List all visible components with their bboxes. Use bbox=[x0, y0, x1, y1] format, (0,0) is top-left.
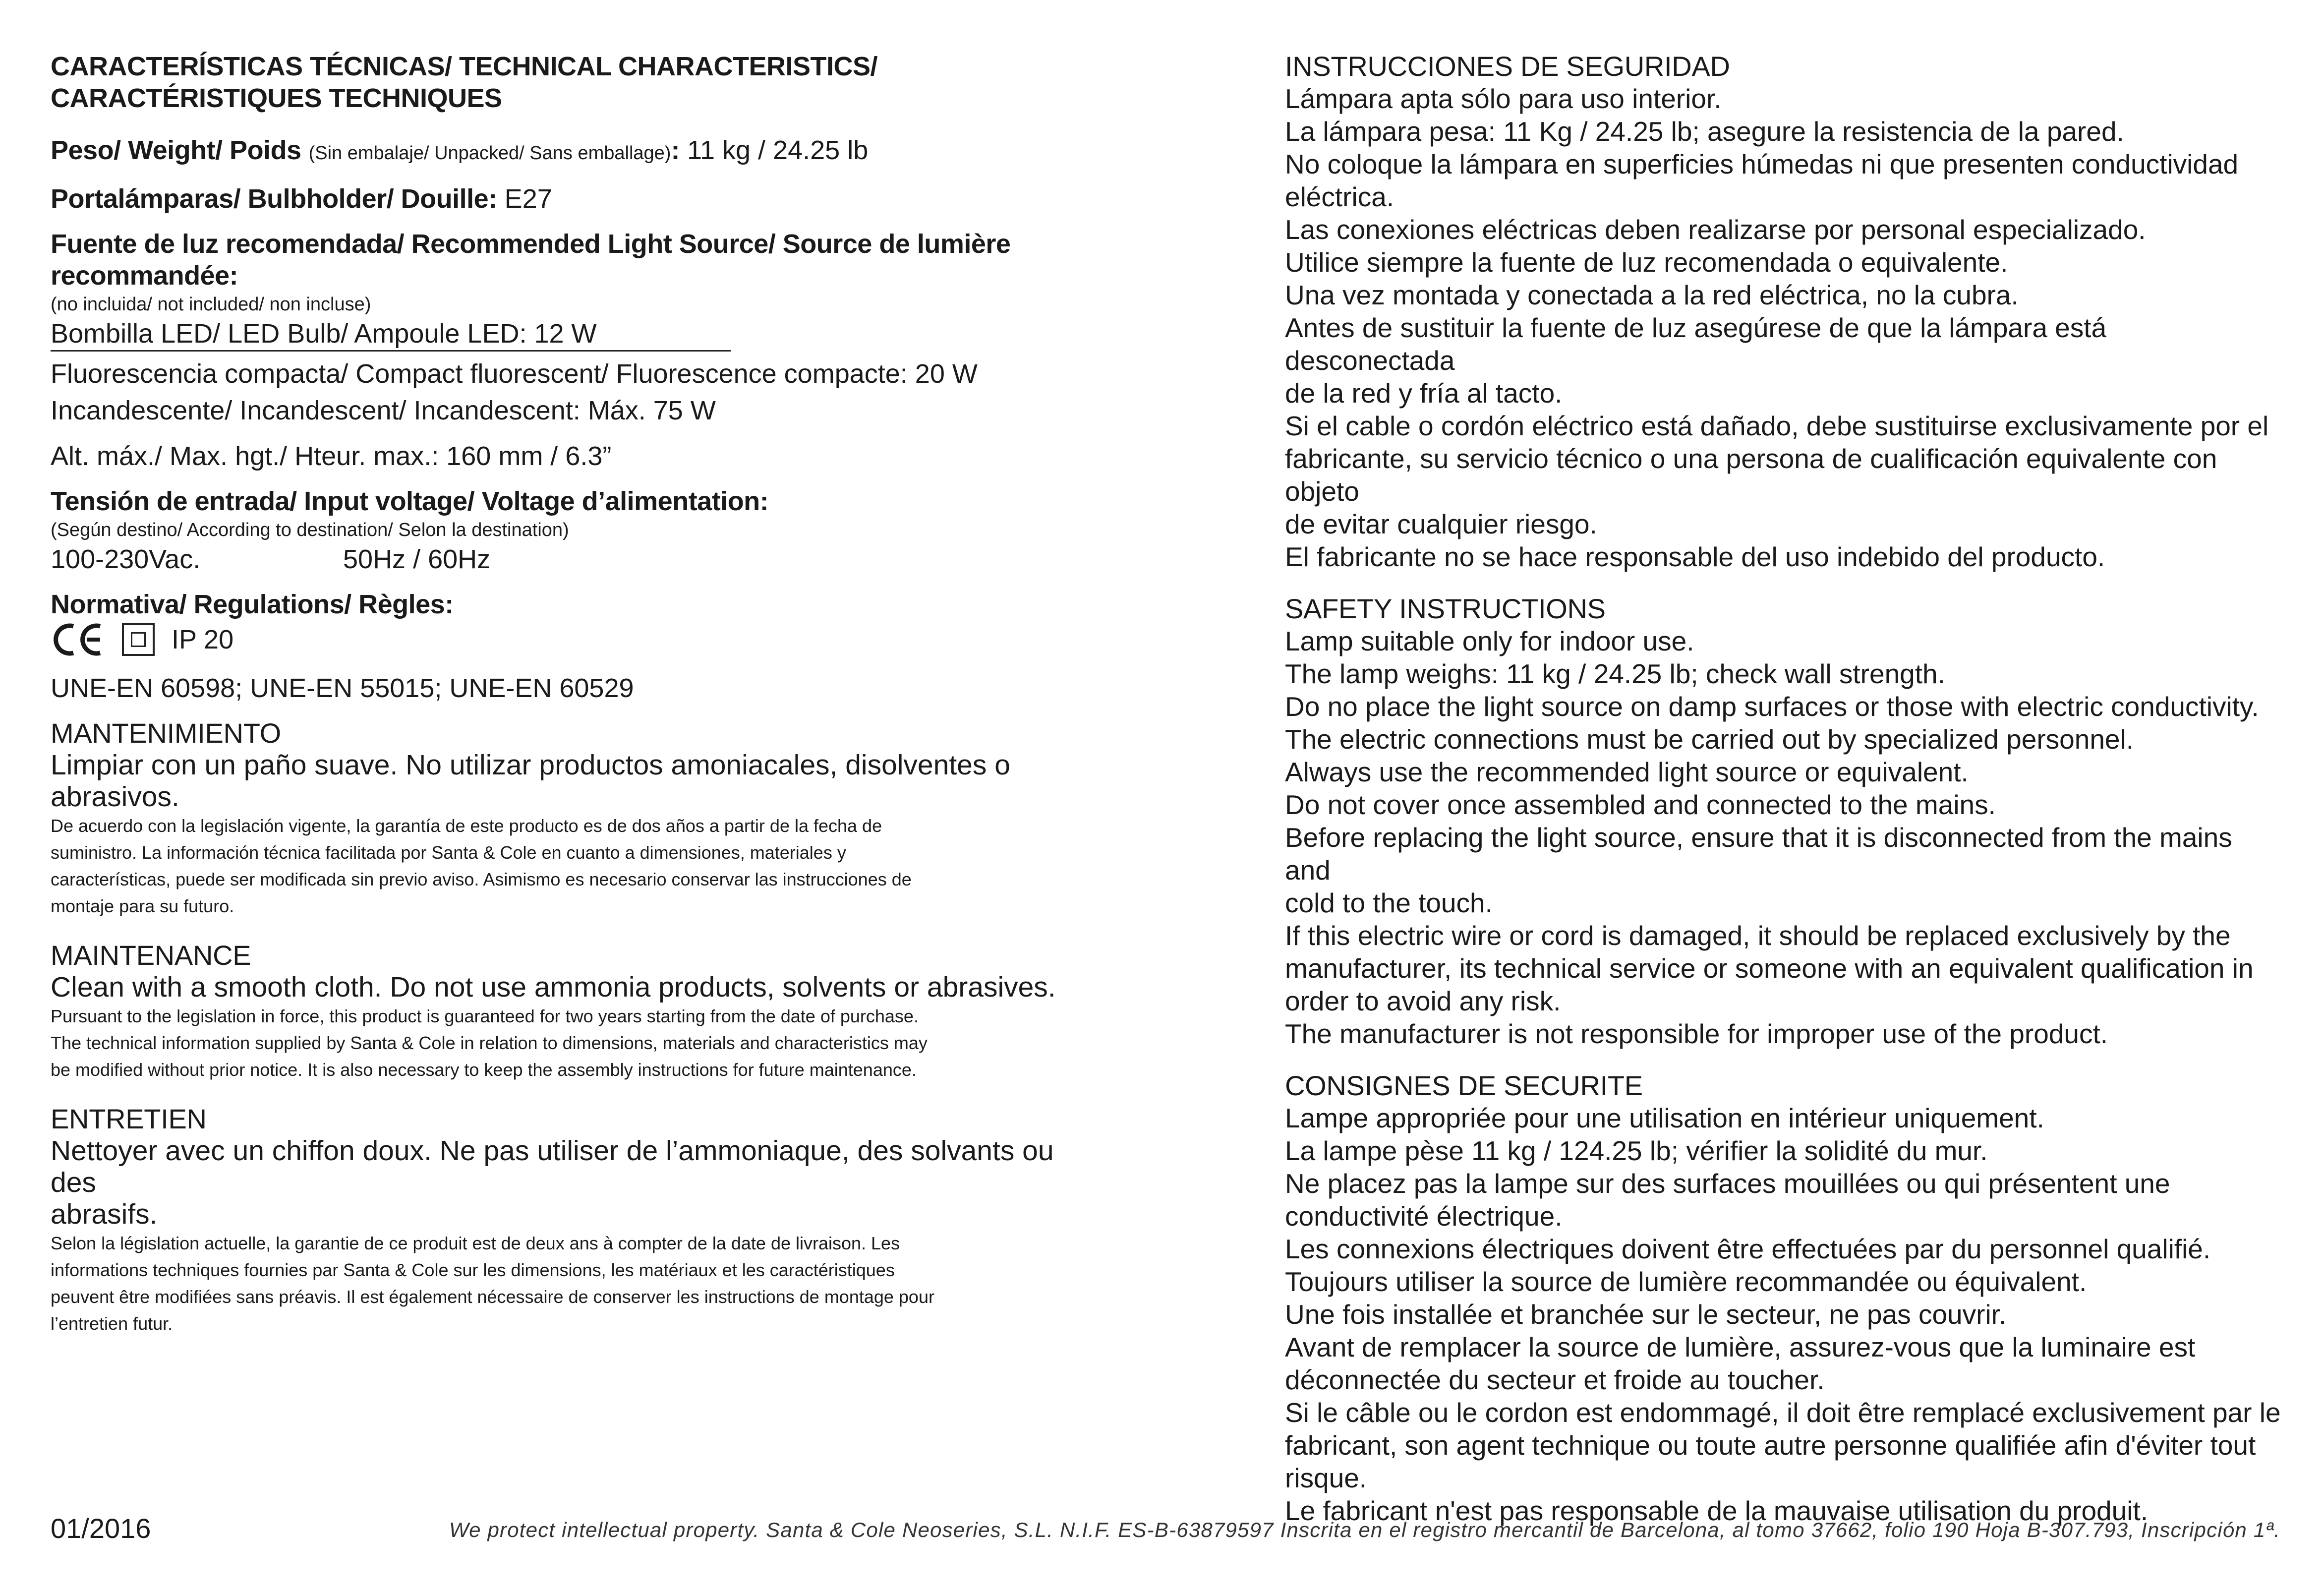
fr-line: Le fabricant n'est pas responsable de la mauvaise utilisation du produit. bbox=[1285, 1495, 2149, 1526]
fr-line: risque. bbox=[1285, 1463, 1367, 1493]
ce-mark-icon bbox=[51, 621, 105, 658]
fr-safety-lines bbox=[1285, 1102, 2281, 1527]
safety-column bbox=[1285, 51, 2281, 1527]
en-line: order to avoid any risk. bbox=[1285, 986, 1561, 1016]
light-note: (no incluida/ not included/ non incluse) bbox=[51, 294, 371, 315]
en-line: The manufacturer is not responsible for improper use of the product. bbox=[1285, 1018, 2108, 1049]
es-line: fabricante, su servicio técnico o una persona de cualificación equivalente con objeto bbox=[1285, 443, 2217, 507]
holder-value: E27 bbox=[497, 184, 552, 214]
weight-colon: : bbox=[671, 135, 680, 165]
es-line: Antes de sustituir la fuente de luz asegúrese de que la lámpara está desconectada bbox=[1285, 312, 2107, 376]
entretien-small-3: peuvent être modifiées sans préavis. Il est également nécessaire de conserver les instructions de montage pour bbox=[51, 1287, 934, 1307]
double-insulation-icon bbox=[122, 623, 155, 656]
cfl-spec: Fluorescencia compacta/ Compact fluorescent/ Fluorescence compacte: 20 W bbox=[51, 359, 978, 389]
maintenance-small-3: be modified without prior notice. It is also necessary to keep the assembly instructions for future maintenance. bbox=[51, 1060, 917, 1080]
en-line: If this electric wire or cord is damaged, it should be replaced exclusively by the bbox=[1285, 920, 2231, 951]
en-safety-lines bbox=[1285, 625, 2281, 1050]
led-row bbox=[51, 317, 1067, 352]
fr-line: déconnectée du secteur et froide au toucher. bbox=[1285, 1364, 1825, 1395]
es-line: El fabricante no se hace responsable del uso indebido del producto. bbox=[1285, 541, 2105, 572]
voltage-note: (Según destino/ According to destination/ Selon la destination) bbox=[51, 520, 569, 540]
mantenimiento-title: MANTENIMIENTO bbox=[51, 717, 281, 749]
entretien-title: ENTRETIEN bbox=[51, 1103, 207, 1134]
en-safety-title: SAFETY INSTRUCTIONS bbox=[1285, 593, 1606, 624]
entretien-small-2: informations techniques fournies par Santa & Cole sur les dimensions, les matériaux et les caractéristiques bbox=[51, 1260, 895, 1280]
footer-legal-notice: We protect intellectual property. Santa & Cole Neoseries, S.L. N.I.F. ES-B-63879597 Inscrita en el registro mercantil de Barcelona, al tomo 37662, folio 190 Hoja B-307.793, Inscripción 1ª. bbox=[449, 1518, 2280, 1541]
ip-rating: IP 20 bbox=[172, 625, 234, 654]
fr-line: Lampe appropriée pour une utilisation en intérieur uniquement. bbox=[1285, 1103, 2044, 1133]
es-line: Lámpara apta sólo para uso interior. bbox=[1285, 83, 1722, 114]
voltage-title: Tensión de entrada/ Input voltage/ Voltage d’alimentation: bbox=[51, 486, 769, 516]
en-line: Do not cover once assembled and connected to the mains. bbox=[1285, 789, 1996, 820]
frequency-value: 50Hz / 60Hz bbox=[343, 544, 491, 574]
entretien-small-1: Selon la législation actuelle, la garantie de ce produit est de deux ans à compter de la date de livraison. Les bbox=[51, 1233, 900, 1253]
mantenimiento-small-2: suministro. La información técnica facilitada por Santa & Cole en cuanto a dimensiones, materiales y bbox=[51, 842, 846, 863]
en-line: The lamp weighs: 11 kg / 24.25 lb; check wall strength. bbox=[1285, 658, 1945, 689]
tech-title-line-1: CARACTERÍSTICAS TÉCNICAS/ TECHNICAL CHARACTERISTICS/ bbox=[51, 52, 878, 81]
es-line: de evitar cualquier riesgo. bbox=[1285, 509, 1597, 539]
incandescent-spec: Incandescente/ Incandescent/ Incandescent: Máx. 75 W bbox=[51, 396, 716, 425]
fr-line: Avant de remplacer la source de lumière, assurez-vous que la luminaire est bbox=[1285, 1332, 2196, 1362]
es-line: Las conexiones eléctricas deben realizarse por personal especializado. bbox=[1285, 214, 2146, 245]
es-line: de la red y fría al tacto. bbox=[1285, 378, 1563, 409]
es-line: Una vez montada y conectada a la red eléctrica, no la cubra. bbox=[1285, 280, 2019, 310]
fr-line: Toujours utiliser la source de lumière recommandée ou équivalent. bbox=[1285, 1266, 2087, 1297]
technical-column bbox=[51, 51, 1067, 1337]
fr-line: fabricant, son agent technique ou toute autre personne qualifiée afin d'éviter tout bbox=[1285, 1430, 2256, 1461]
mantenimiento-small-1: De acuerdo con la legislación vigente, la garantía de este producto es de dos años a partir de la fecha de bbox=[51, 816, 882, 836]
en-line: Do no place the light source on damp surfaces or those with electric conductivity. bbox=[1285, 691, 2259, 722]
mantenimiento-small-4: montaje para su futuro. bbox=[51, 896, 234, 916]
es-line: La lámpara pesa: 11 Kg / 24.25 lb; asegure la resistencia de la pared. bbox=[1285, 116, 2124, 147]
maintenance-small-1: Pursuant to the legislation in force, this product is guaranteed for two years starting from the date of purchase. bbox=[51, 1006, 919, 1026]
es-line: Si el cable o cordón eléctrico está dañado, debe sustituirse exclusivamente por el bbox=[1285, 411, 2269, 441]
light-title-line-2: recommandée: bbox=[51, 261, 238, 291]
en-line: Before replacing the light source, ensure that it is disconnected from the mains and bbox=[1285, 822, 2232, 886]
weight-note: (Sin embalaje/ Unpacked/ Sans emballage) bbox=[308, 143, 671, 164]
es-line: Utilice siempre la fuente de luz recomendada o equivalente. bbox=[1285, 247, 2008, 278]
en-line: manufacturer, its technical service or someone with an equivalent qualification in bbox=[1285, 953, 2254, 984]
mantenimiento-small-3: características, puede ser modificada sin previo aviso. Asimismo es necesario conservar las instrucciones de bbox=[51, 869, 912, 889]
entretien-line-1: Nettoyer avec un chiffon doux. Ne pas utiliser de l’ammoniaque, des solvants ou des bbox=[51, 1135, 1054, 1198]
fr-line: Si le câble ou le cordon est endommagé, il doit être remplacé exclusivement par le bbox=[1285, 1397, 2281, 1428]
entretien-small-4: l’entretien futur. bbox=[51, 1313, 173, 1334]
en-line: The electric connections must be carried out by specialized personnel. bbox=[1285, 724, 2134, 755]
regulations-title: Normativa/ Regulations/ Règles: bbox=[51, 590, 454, 619]
standards-list: UNE-EN 60598; UNE-EN 55015; UNE-EN 60529 bbox=[51, 673, 634, 703]
holder-label: Portalámparas/ Bulbholder/ Douille: bbox=[51, 184, 497, 214]
maintenance-title: MAINTENANCE bbox=[51, 940, 251, 971]
fr-safety-title: CONSIGNES DE SECURITE bbox=[1285, 1070, 1643, 1101]
maintenance-small-2: The technical information supplied by Santa & Cole in relation to dimensions, materials and characteristics may bbox=[51, 1033, 928, 1053]
es-line: No coloque la lámpara en superficies húmedas ni que presenten conductividad bbox=[1285, 149, 2239, 179]
voltage-row bbox=[51, 543, 1067, 576]
fr-line: La lampe pèse 11 kg / 124.25 lb; vérifier la solidité du mur. bbox=[1285, 1135, 1988, 1166]
tech-title-line-2: CARACTÉRISTIQUES TECHNIQUES bbox=[51, 83, 502, 113]
es-safety-title: INSTRUCCIONES DE SEGURIDAD bbox=[1285, 51, 1730, 82]
mantenimiento-line-1: Limpiar con un paño suave. No utilizar productos amoniacales, disolventes o bbox=[51, 749, 1010, 781]
voltage-value: 100-230Vac. bbox=[51, 544, 201, 574]
entretien-line-2: abrasifs. bbox=[51, 1198, 158, 1230]
mantenimiento-line-2: abrasivos. bbox=[51, 781, 179, 813]
footer-date: 01/2016 bbox=[51, 1513, 151, 1544]
maintenance-line-1: Clean with a smooth cloth. Do not use ammonia products, solvents or abrasives. bbox=[51, 971, 1056, 1003]
light-title-line-1: Fuente de luz recomendada/ Recommended Light Source/ Source de lumière bbox=[51, 229, 1011, 259]
weight-label: Peso/ Weight/ Poids bbox=[51, 135, 301, 165]
en-line: Lamp suitable only for indoor use. bbox=[1285, 626, 1694, 656]
certification-marks bbox=[51, 620, 1067, 659]
es-line: eléctrica. bbox=[1285, 181, 1394, 212]
es-safety-lines bbox=[1285, 82, 2281, 573]
fr-line: Les connexions électriques doivent être effectuées par du personnel qualifié. bbox=[1285, 1234, 2211, 1264]
en-line: cold to the touch. bbox=[1285, 887, 1493, 918]
weight-row bbox=[51, 134, 1067, 170]
fr-line: Une fois installée et branchée sur le secteur, ne pas couvrir. bbox=[1285, 1299, 2007, 1330]
max-height-spec: Alt. máx./ Max. hgt./ Hteur. max.: 160 mm / 6.3” bbox=[51, 441, 612, 471]
fr-line: Ne placez pas la lampe sur des surfaces mouillées ou qui présentent une bbox=[1285, 1168, 2170, 1199]
fr-line: conductivité électrique. bbox=[1285, 1201, 1563, 1232]
en-line: Always use the recommended light source or equivalent. bbox=[1285, 757, 1969, 787]
holder-row bbox=[51, 182, 1067, 215]
weight-value: 11 kg / 24.25 lb bbox=[679, 135, 869, 165]
led-spec: Bombilla LED/ LED Bulb/ Ampoule LED: 12 W bbox=[51, 317, 731, 352]
